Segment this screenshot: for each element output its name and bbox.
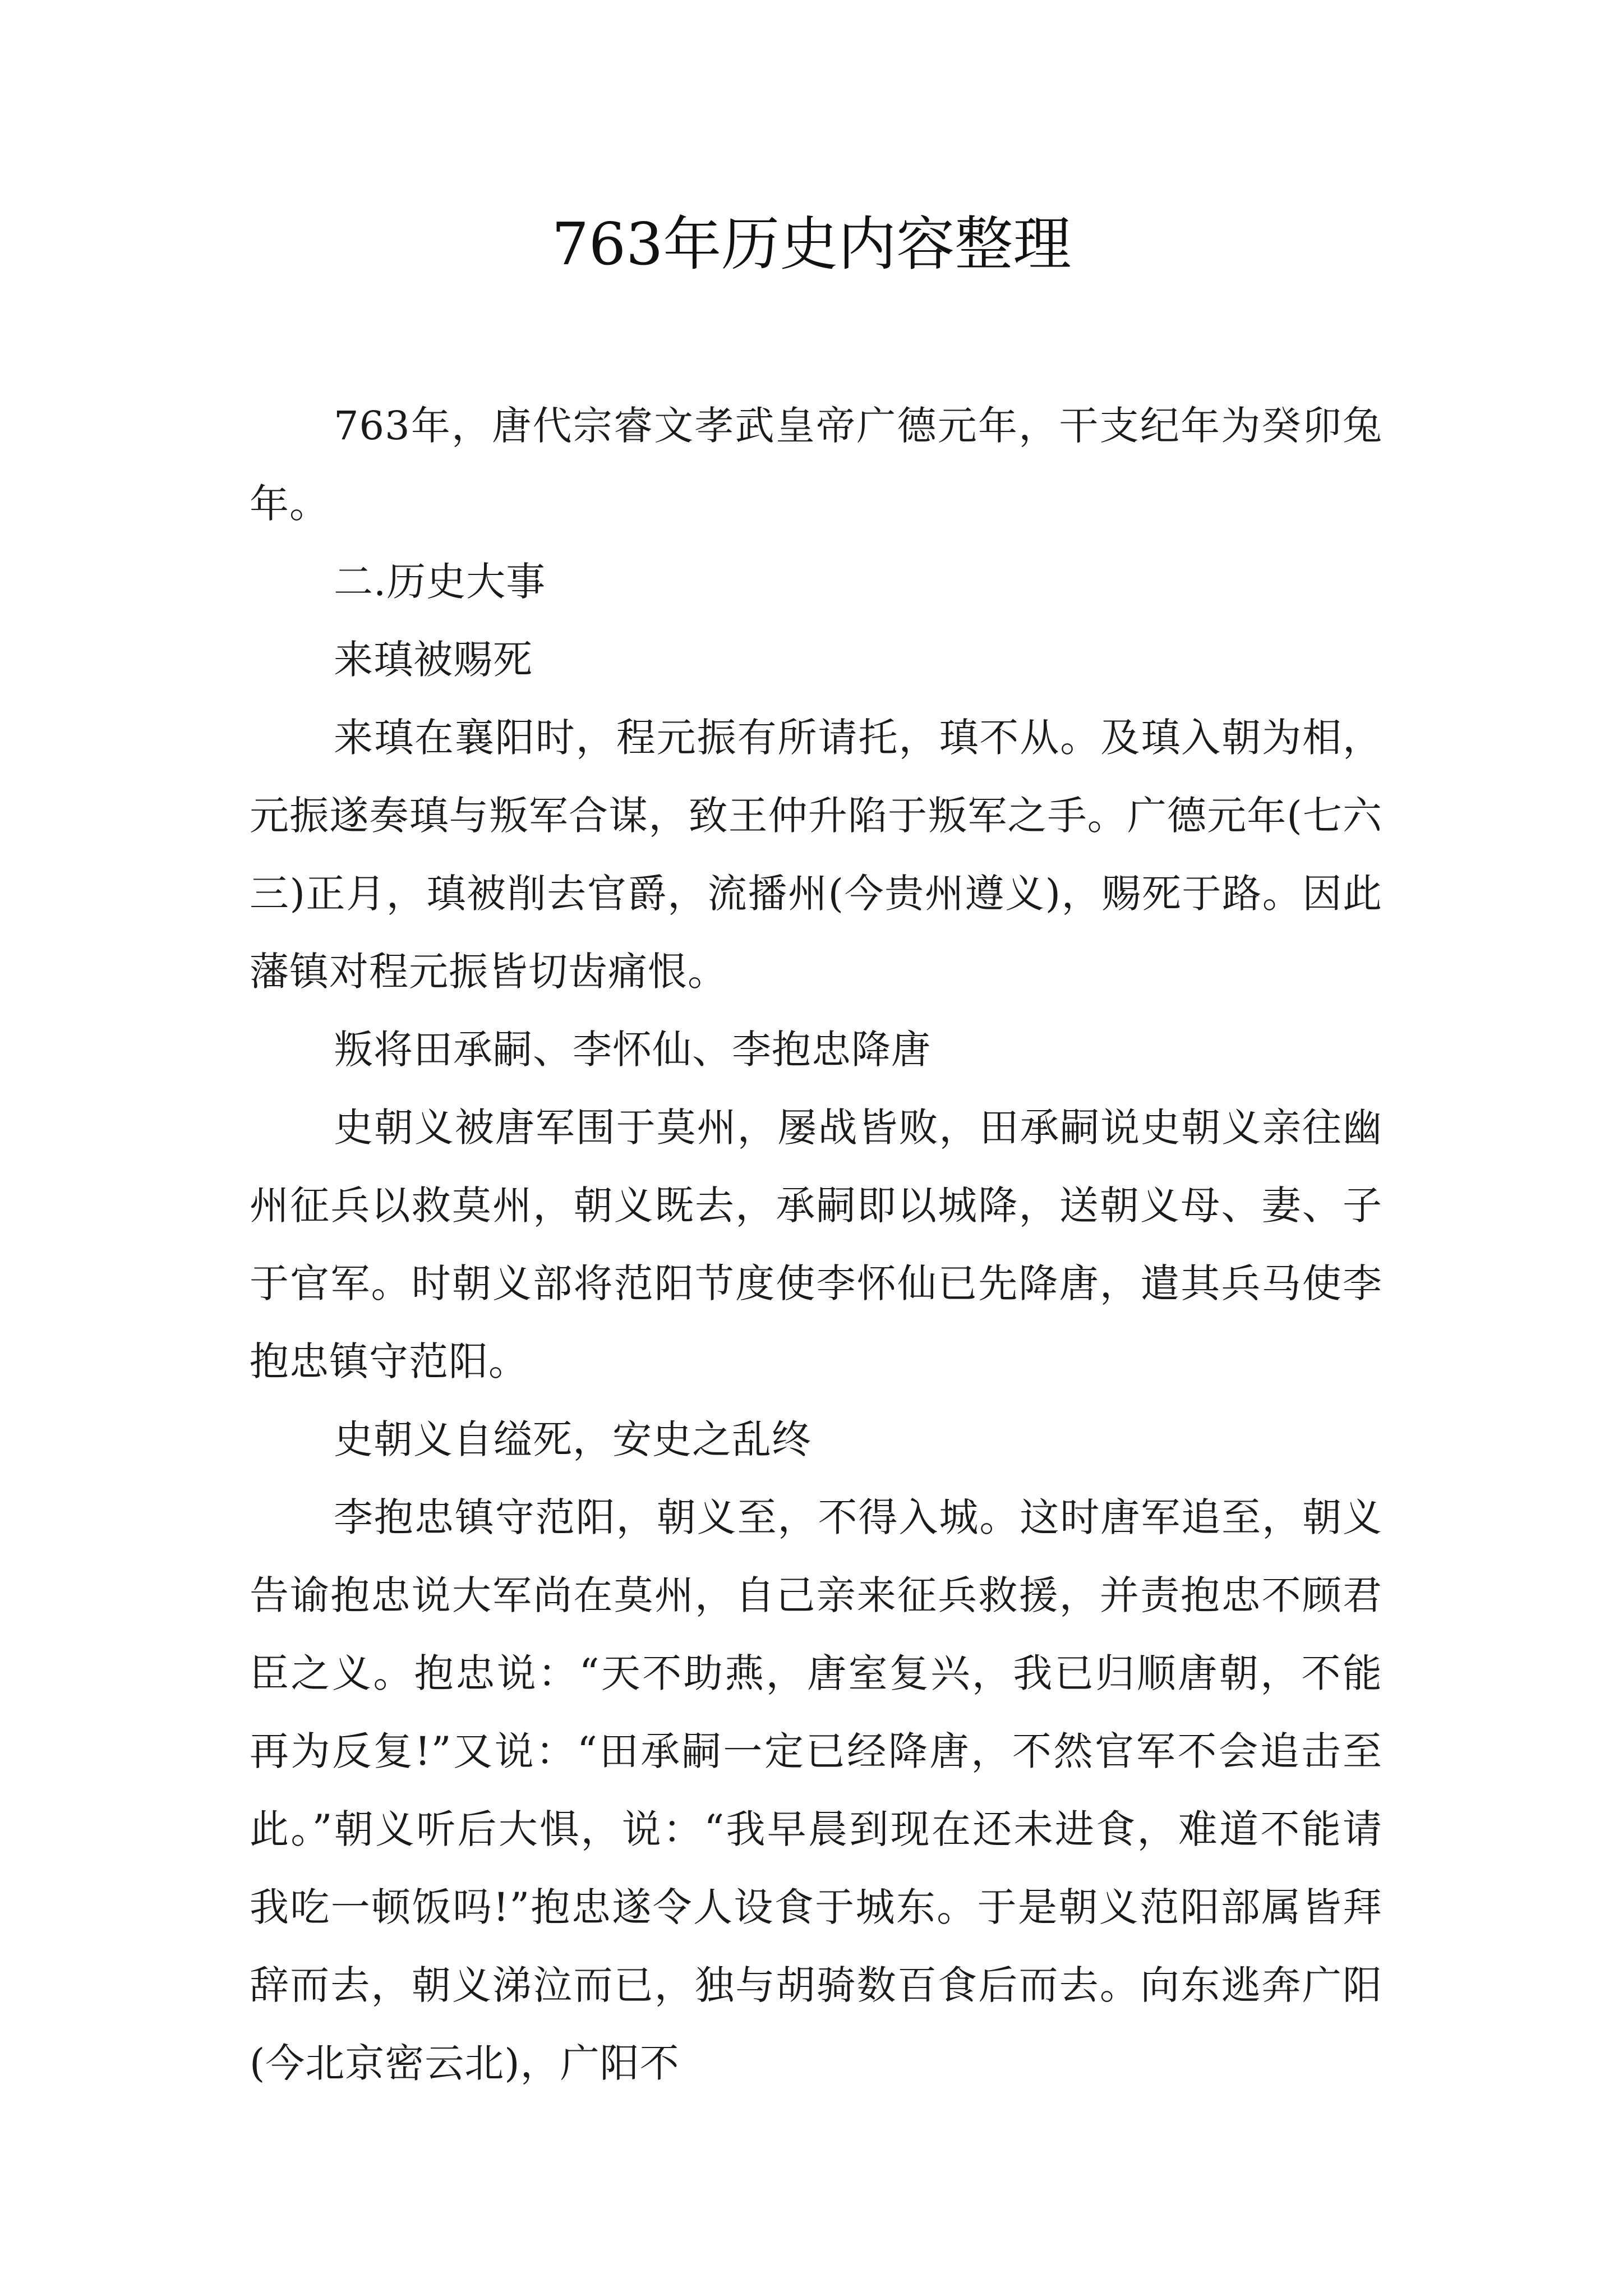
subheading-shi-chaoyi: 史朝义自缢死，安史之乱终 — [334, 1416, 811, 1462]
subheading-surrender: 叛将田承嗣、李怀仙、李抱忠降唐 — [334, 1027, 931, 1073]
paragraph-shi-chaoyi: 李抱忠镇守范阳，朝义至，不得入城。这时唐军追至，朝义告谕抱忠说大军尚在莫州，自己亲来征兵救援，并责抱忠不顾君臣之义。抱忠说：“天不助燕，唐室复兴，我已归顺唐朝，不能再为反复!”又说：“田承嗣一定已经降唐，不然官军不会追击至此。”朝义听后大惧，说：“我早晨到现在还未进食，难道不能请我吃一顿饭吗!”抱忠遂令人设食于城东。于是朝义范阳部属皆拜辞而去，朝义涕泣而已，独与胡骑数百食后而去。向东逃奔广阳(今北京密云北)，广阳不 — [250, 1494, 1382, 2086]
section-heading-major-events: 二.历史大事 — [334, 559, 546, 605]
document-title: 763年历史内容整理 — [551, 210, 1072, 278]
paragraph-surrender: 史朝义被唐军围于莫州，屡战皆败，田承嗣说史朝义亲往幽州征兵以救莫州，朝义既去，承嗣即以城降，送朝义母、妻、子于官军。时朝义部将范阳节度使李怀仙已先降唐，遣其兵马使李抱忠镇守范阳。 — [250, 1105, 1382, 1384]
subheading-lai-zhen: 来瑱被赐死 — [334, 637, 533, 683]
paragraph-intro: 763年，唐代宗睿文孝武皇帝广德元年，干支纪年为癸卯兔年。 — [250, 403, 1382, 527]
paragraph-lai-zhen: 来瑱在襄阳时，程元振有所请托，瑱不从。及瑱入朝为相，元振遂奏瑱与叛军合谋，致王仲升陷于叛军之手。广德元年(七六三)正月，瑱被削去官爵，流播州(今贵州遵义)，赐死于路。因此藩镇对程元振皆切齿痛恨。 — [250, 715, 1382, 995]
document-body — [250, 387, 1382, 2102]
